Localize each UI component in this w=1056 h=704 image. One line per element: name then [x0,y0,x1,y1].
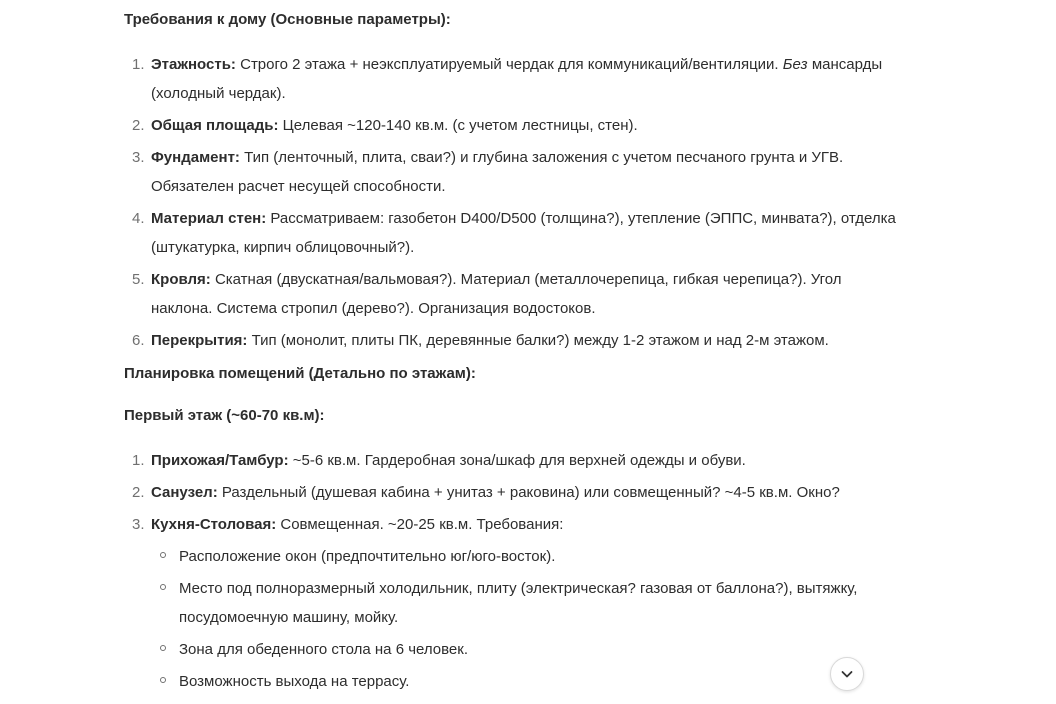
sub-list-item [124,574,904,632]
bullet-marker [160,645,166,651]
first-floor-list [124,446,904,539]
sub-item-text: Место под полноразмерный холодильник, плиту (электрическая? газовая от баллона?), вытяжку, посудомоечную машину, мойку. [179,580,858,626]
bullet-marker [160,677,166,683]
item-text-continued: мансарды (холодный чердак). [151,56,883,102]
list-number: 2. [132,117,145,134]
sub-list-item [124,542,904,571]
list-number: 1. [132,452,145,469]
kitchen-requirements-list [124,542,904,696]
list-item [124,143,904,201]
item-text: Совмещенная. ~20-25 кв.м. Требования: [276,516,564,533]
item-label: Материал стен: [151,210,267,227]
item-label: Этажность: [151,56,236,73]
scroll-to-bottom-button[interactable] [830,657,864,691]
section-heading-layout: Планировка помещений (Детально по этажам): [124,365,476,382]
item-label: Кухня-Столовая: [151,516,277,533]
item-text: Целевая ~120-140 кв.м. (с учетом лестницы, стен). [278,117,638,134]
list-item [124,50,904,108]
item-emphasis: Без [782,56,808,73]
item-text: Раздельный (душевая кабина + унитаз + раковина) или совмещенный? ~4-5 кв.м. Окно? [217,484,840,501]
section-heading-first-floor: Первый этаж (~60-70 кв.м): [124,407,325,424]
section-heading-requirements: Требования к дому (Основные параметры): [124,11,451,28]
list-number: 5. [132,271,145,288]
list-item [124,478,904,507]
list-number: 3. [132,149,145,166]
sub-item-text: Зона для обеденного стола на 6 человек. [179,641,468,658]
list-number: 6. [132,332,145,349]
list-number: 4. [132,210,145,227]
sub-item-text: Возможность выхода на террасу. [179,673,410,690]
list-number: 1. [132,56,145,73]
item-text: Скатная (двускатная/вальмовая?). Материал (металлочерепица, гибкая черепица?). Угол наклона. Система стропил (дерево?). Организация водостоков. [151,271,842,317]
item-label: Санузел: [151,484,218,501]
requirements-list [124,50,904,355]
chevron-down-icon [839,666,855,682]
list-item [124,265,904,323]
item-text: Тип (ленточный, плита, сваи?) и глубина заложения с учетом песчаного грунта и УГВ. Обязателен расчет несущей способности. [151,149,844,195]
item-text: Строго 2 этажа + неэксплуатируемый чердак для коммуникаций/вентиляции. [235,56,783,73]
list-item [124,326,904,355]
list-item [124,204,904,262]
message-content [124,8,904,699]
bullet-marker [160,584,166,590]
list-number: 3. [132,516,145,533]
item-label: Прихожая/Тамбур: [151,452,289,469]
list-item [124,510,904,539]
sub-list-item [124,635,904,664]
list-item [124,111,904,140]
item-text: Тип (монолит, плиты ПК, деревянные балки?) между 1-2 этажом и над 2-м этажом. [247,332,829,349]
item-label: Общая площадь: [151,117,279,134]
item-label: Перекрытия: [151,332,248,349]
sub-item-text: Расположение окон (предпочтительно юг/юго-восток). [179,548,556,565]
list-item [124,446,904,475]
item-text: ~5-6 кв.м. Гардеробная зона/шкаф для верхней одежды и обуви. [288,452,746,469]
item-text: Рассматриваем: газобетон D400/D500 (толщина?), утепление (ЭППС, минвата?), отделка (штукатурка, кирпич облицовочный?). [151,210,896,256]
item-label: Кровля: [151,271,211,288]
item-label: Фундамент: [151,149,240,166]
sub-list-item [124,667,904,696]
list-number: 2. [132,484,145,501]
bullet-marker [160,552,166,558]
